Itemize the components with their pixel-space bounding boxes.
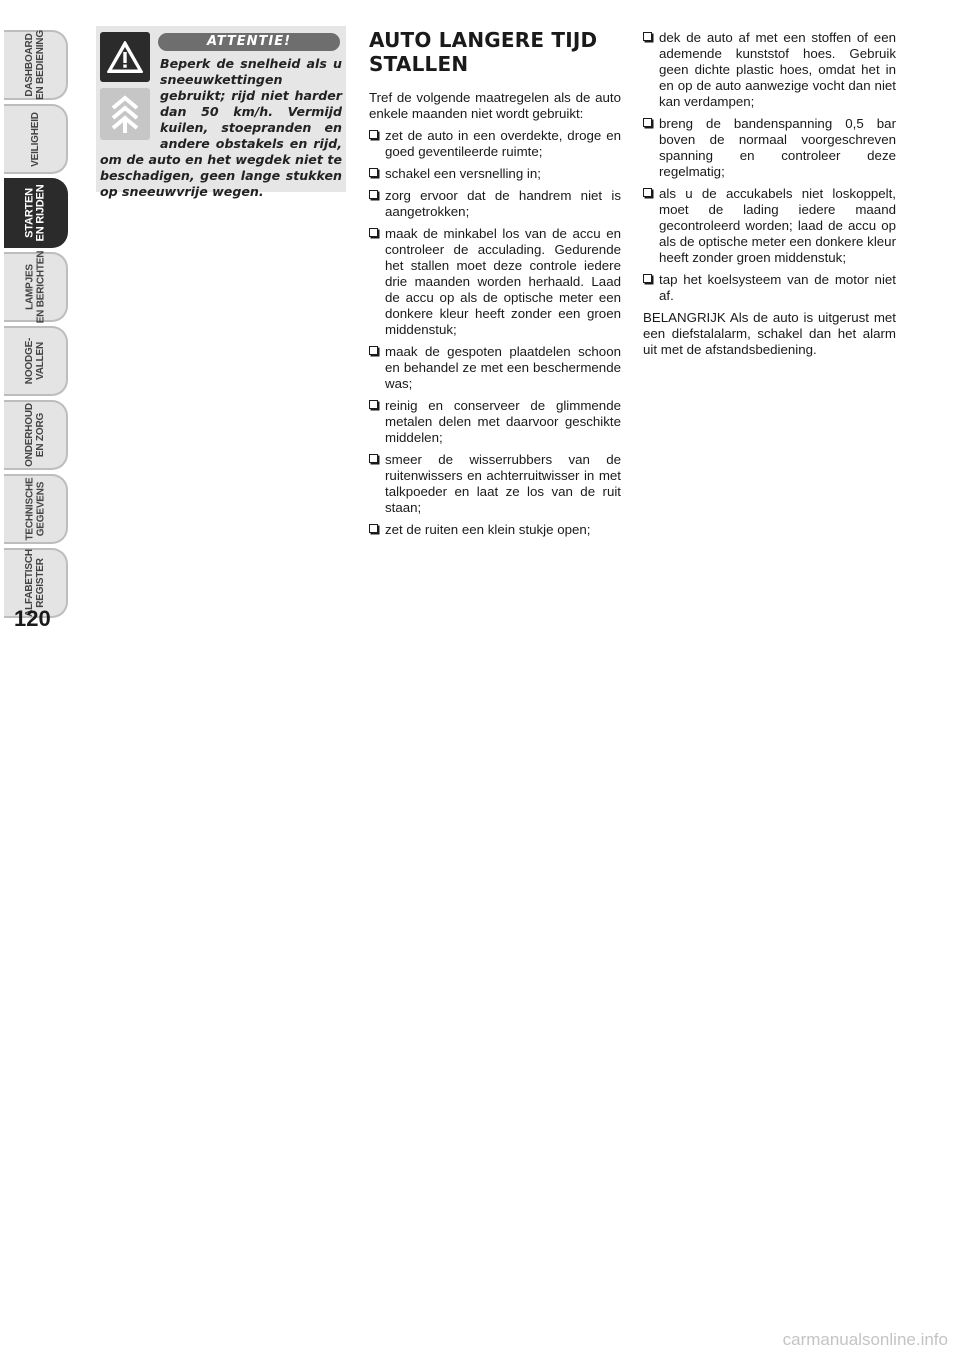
- list-item: [369, 522, 621, 538]
- list-item: [369, 166, 621, 182]
- checkbox-bullet-icon: [643, 274, 652, 283]
- list-item: [643, 272, 896, 304]
- list-item-text: als u de accukabels niet loskoppelt, moet de lading iedere maand gecontroleerd worden; laad de accu op als de optische meter een donkere kleur heeft zonder groen middenstuk;: [659, 186, 896, 265]
- content-column-1: [369, 28, 621, 544]
- list-item-text: dek de auto af met een stoffen of een ademende kunststof hoes. Gebruik geen dichte plastic hoes, omdat het in en op de auto aanwezige vocht dan niet kan verdampen;: [659, 30, 896, 109]
- checkbox-bullet-icon: [369, 346, 378, 355]
- list-item: [369, 128, 621, 160]
- checkbox-bullet-icon: [643, 32, 652, 41]
- tab-onderhoud[interactable]: [4, 400, 68, 470]
- important-note: BELANGRIJK Als de auto is uitgerust met een diefstalalarm, schakel dan het alarm uit met de afstandsbediening.: [643, 310, 896, 357]
- content-column-2: [643, 30, 896, 358]
- tab-lampjes[interactable]: [4, 252, 68, 322]
- list-item: [643, 116, 896, 180]
- warning-text: [100, 56, 342, 200]
- measures-list-continued: [643, 30, 896, 304]
- list-item-text: zet de auto in een overdekte, droge en goed geventileerde ruimte;: [385, 128, 621, 159]
- checkbox-bullet-icon: [369, 228, 378, 237]
- warning-badge: ATTENTIE!: [158, 33, 340, 51]
- warning-box: [96, 26, 346, 199]
- list-item: [643, 30, 896, 110]
- list-item-text: maak de gespoten plaatdelen schoon en behandel ze met een beschermende was;: [385, 344, 621, 391]
- tab-dashboard[interactable]: [4, 30, 68, 100]
- checkbox-bullet-icon: [369, 454, 378, 463]
- checkbox-bullet-icon: [643, 118, 652, 127]
- section-title: AUTO LANGERE TIJD STALLEN: [369, 28, 598, 76]
- icon-spacer: [100, 56, 160, 144]
- tab-label: ALFABETISCH REGISTER: [24, 549, 46, 617]
- tab-noodgevallen[interactable]: [4, 326, 68, 396]
- tab-technische-gegevens[interactable]: [4, 474, 68, 544]
- checkbox-bullet-icon: [643, 188, 652, 197]
- list-item-text: zorg ervoor dat de handrem niet is aangetrokken;: [385, 188, 621, 219]
- tab-label: DASHBOARD EN BEDIENING: [24, 30, 46, 100]
- tab-label: STARTEN EN RIJDEN: [22, 184, 46, 242]
- tab-starten-en-rijden[interactable]: [4, 178, 68, 248]
- checkbox-bullet-icon: [369, 130, 378, 139]
- warning-text-content: Beperk de snelheid als u sneeuwkettingen gebruikt; rijd niet harder dan 50 km/h. Vermijd kuilen, stoepranden en andere obstakels en rijd, om de auto en het wegdek niet te beschadigen, geen lange stukken op sneeuwvrije wegen.: [100, 56, 342, 199]
- tab-label: LAMPJES EN BERICHTEN: [24, 250, 47, 324]
- watermark: carmanualsonline.info: [782, 1330, 948, 1349]
- checkbox-bullet-icon: [369, 400, 378, 409]
- tab-veiligheid[interactable]: [4, 104, 68, 174]
- list-item: [369, 452, 621, 516]
- page-number: 120: [14, 606, 51, 631]
- tab-label: VEILIGHEID: [29, 111, 41, 167]
- list-item: [369, 398, 621, 446]
- list-item-text: maak de minkabel los van de accu en controleer de acculading. Gedurende het stallen moet deze controle iedere drie maanden worden herhaald. Laad de accu op als de optische meter een donkere kleur heeft zonder een groen middenstuk;: [385, 226, 621, 337]
- list-item-text: smeer de wisserrubbers van de ruitenwissers en achterruitwisser in met talkpoeder en laat ze los van de ruit staan;: [385, 452, 621, 515]
- list-item-text: reinig en conserveer de glimmende metalen delen met daarvoor geschikte middelen;: [385, 398, 621, 445]
- checkbox-bullet-icon: [369, 168, 378, 177]
- list-item: [369, 344, 621, 392]
- list-item: [643, 186, 896, 266]
- list-item-text: tap het koelsysteem van de motor niet af.: [659, 272, 896, 303]
- checkbox-bullet-icon: [369, 190, 378, 199]
- list-item-text: zet de ruiten een klein stukje open;: [385, 522, 591, 537]
- tab-label: TECHNISCHE GEGEVENS: [24, 477, 47, 541]
- list-item: [369, 226, 621, 338]
- intro-text: Tref de volgende maatregelen als de auto enkele maanden niet wordt gebruikt:: [369, 90, 621, 121]
- list-item-text: schakel een versnelling in;: [385, 166, 541, 181]
- measures-list: [369, 128, 621, 538]
- list-item: [369, 188, 621, 220]
- checkbox-bullet-icon: [369, 524, 378, 533]
- tab-label: ONDERHOUD EN ZORG: [24, 403, 47, 467]
- list-item-text: breng de bandenspanning 0,5 bar boven de normaal voorgeschreven spanning en controleer deze regelmatig;: [659, 116, 896, 179]
- chapter-tabs: [0, 0, 80, 640]
- tab-label: NOODGE- VALLEN: [23, 337, 46, 385]
